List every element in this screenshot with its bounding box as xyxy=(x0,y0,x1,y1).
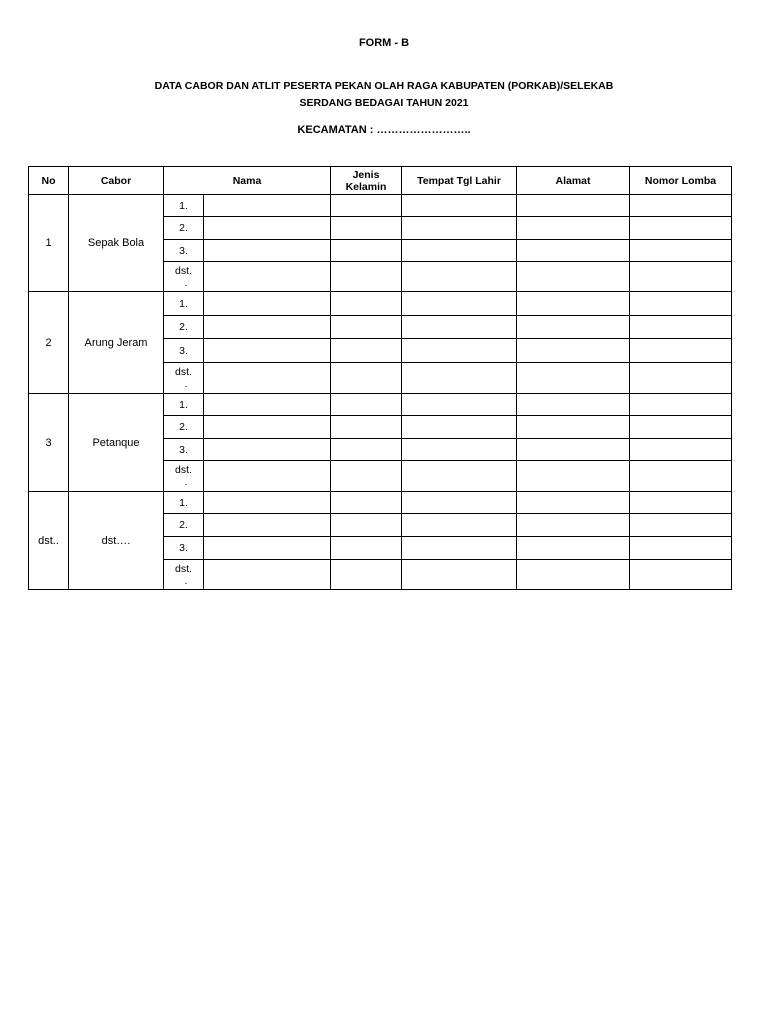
row-index xyxy=(164,363,204,394)
row-index: 1. xyxy=(164,394,204,416)
cell-tempat-tgl-lahir[interactable] xyxy=(402,240,517,262)
cell-nomor-lomba[interactable] xyxy=(630,339,732,363)
cell-nama[interactable] xyxy=(204,240,331,262)
cell-alamat[interactable] xyxy=(517,240,630,262)
cell-alamat[interactable] xyxy=(517,217,630,240)
col-header-jenis-kelamin xyxy=(331,167,402,195)
row-index xyxy=(164,560,204,590)
row-index: 2. xyxy=(164,316,204,339)
group-cabor: Petanque xyxy=(69,394,164,492)
cell-nomor-lomba[interactable] xyxy=(630,217,732,240)
group-number: dst.. xyxy=(29,492,69,590)
kecamatan-line: KECAMATAN : …………………….. xyxy=(297,124,471,136)
row-index: 3. xyxy=(164,439,204,461)
cell-tempat-tgl-lahir[interactable] xyxy=(402,560,517,590)
cell-alamat[interactable] xyxy=(517,537,630,560)
group-number: 1 xyxy=(29,195,69,292)
col-header-cabor: Cabor xyxy=(69,167,164,195)
col-header-jenis: Jenis xyxy=(352,168,380,181)
col-header-tempat-tgl-lahir: Tempat Tgl Lahir xyxy=(402,167,517,195)
col-header-kelamin: Kelamin xyxy=(345,180,387,193)
cell-alamat[interactable] xyxy=(517,439,630,461)
cell-jenis-kelamin[interactable] xyxy=(331,394,402,416)
title-line-2: SERDANG BEDAGAI TAHUN 2021 xyxy=(299,97,469,109)
cell-tempat-tgl-lahir[interactable] xyxy=(402,416,517,439)
cell-alamat[interactable] xyxy=(517,560,630,590)
cell-nama[interactable] xyxy=(204,394,331,416)
cell-nomor-lomba[interactable] xyxy=(630,363,732,394)
group-number: 2 xyxy=(29,292,69,394)
cell-tempat-tgl-lahir[interactable] xyxy=(402,195,517,217)
cell-jenis-kelamin[interactable] xyxy=(331,217,402,240)
group-cabor: Arung Jeram xyxy=(69,292,164,394)
cell-jenis-kelamin[interactable] xyxy=(331,492,402,514)
col-header-nomor-lomba: Nomor Lomba xyxy=(630,167,732,195)
table-row xyxy=(29,195,732,217)
table-body xyxy=(29,195,732,590)
cell-jenis-kelamin[interactable] xyxy=(331,363,402,394)
cell-alamat[interactable] xyxy=(517,316,630,339)
cell-alamat[interactable] xyxy=(517,195,630,217)
cell-jenis-kelamin[interactable] xyxy=(331,514,402,537)
row-index: 2. xyxy=(164,416,204,439)
cell-jenis-kelamin[interactable] xyxy=(331,537,402,560)
cell-jenis-kelamin[interactable] xyxy=(331,292,402,316)
group-number: 3 xyxy=(29,394,69,492)
row-index-dst: dst. xyxy=(175,366,192,378)
group-cabor: Sepak Bola xyxy=(69,195,164,292)
row-index-dst: dst. xyxy=(175,464,192,476)
athlete-table xyxy=(28,166,732,590)
row-index-dst-dot: . xyxy=(184,476,188,488)
cell-jenis-kelamin[interactable] xyxy=(331,416,402,439)
cell-jenis-kelamin[interactable] xyxy=(331,316,402,339)
cell-tempat-tgl-lahir[interactable] xyxy=(402,514,517,537)
cell-tempat-tgl-lahir[interactable] xyxy=(402,461,517,492)
cell-tempat-tgl-lahir[interactable] xyxy=(402,262,517,292)
row-index xyxy=(164,262,204,292)
cell-nama[interactable] xyxy=(204,461,331,492)
row-index xyxy=(164,461,204,492)
cell-alamat[interactable] xyxy=(517,292,630,316)
title-line-1: DATA CABOR DAN ATLIT PESERTA PEKAN OLAH RAGA KABUPATEN (PORKAB)/SELEKAB xyxy=(154,80,614,92)
cell-nomor-lomba[interactable] xyxy=(630,240,732,262)
cell-jenis-kelamin[interactable] xyxy=(331,262,402,292)
cell-nomor-lomba[interactable] xyxy=(630,394,732,416)
cell-nomor-lomba[interactable] xyxy=(630,514,732,537)
cell-tempat-tgl-lahir[interactable] xyxy=(402,394,517,416)
row-index: 3. xyxy=(164,537,204,560)
cell-jenis-kelamin[interactable] xyxy=(331,560,402,590)
cell-tempat-tgl-lahir[interactable] xyxy=(402,363,517,394)
cell-nama[interactable] xyxy=(204,416,331,439)
cell-nomor-lomba[interactable] xyxy=(630,537,732,560)
cell-tempat-tgl-lahir[interactable] xyxy=(402,439,517,461)
cell-alamat[interactable] xyxy=(517,514,630,537)
cell-nama[interactable] xyxy=(204,292,331,316)
row-index: 2. xyxy=(164,217,204,240)
cell-nama[interactable] xyxy=(204,262,331,292)
table-row xyxy=(29,394,732,416)
row-index: 3. xyxy=(164,240,204,262)
row-index-dst-dot: . xyxy=(184,378,188,390)
cell-nomor-lomba[interactable] xyxy=(630,416,732,439)
row-index-dst: dst. xyxy=(175,264,192,277)
row-index: 1. xyxy=(164,492,204,514)
cell-jenis-kelamin[interactable] xyxy=(331,461,402,492)
cell-tempat-tgl-lahir[interactable] xyxy=(402,217,517,240)
cell-nama[interactable] xyxy=(204,339,331,363)
cell-alamat[interactable] xyxy=(517,394,630,416)
cell-alamat[interactable] xyxy=(517,492,630,514)
col-header-alamat: Alamat xyxy=(517,167,630,195)
row-index-dst-dot: . xyxy=(184,574,188,587)
cell-jenis-kelamin[interactable] xyxy=(331,240,402,262)
cell-nama[interactable] xyxy=(204,316,331,339)
cell-tempat-tgl-lahir[interactable] xyxy=(402,537,517,560)
row-index-dst-dot: . xyxy=(184,276,188,289)
col-header-nama: Nama xyxy=(164,167,331,195)
cell-nama[interactable] xyxy=(204,560,331,590)
cell-nomor-lomba[interactable] xyxy=(630,560,732,590)
cell-nomor-lomba[interactable] xyxy=(630,292,732,316)
form-label: FORM - B xyxy=(358,37,410,49)
group-cabor: dst…. xyxy=(69,492,164,590)
cell-jenis-kelamin[interactable] xyxy=(331,439,402,461)
cell-alamat[interactable] xyxy=(517,416,630,439)
row-index: 2. xyxy=(164,514,204,537)
cell-nama[interactable] xyxy=(204,492,331,514)
cell-nomor-lomba[interactable] xyxy=(630,439,732,461)
cell-tempat-tgl-lahir[interactable] xyxy=(402,316,517,339)
cell-nomor-lomba[interactable] xyxy=(630,492,732,514)
table-row xyxy=(29,292,732,316)
cell-tempat-tgl-lahir[interactable] xyxy=(402,292,517,316)
row-index: 1. xyxy=(164,195,204,217)
cell-tempat-tgl-lahir[interactable] xyxy=(402,339,517,363)
table-row xyxy=(29,492,732,514)
cell-nama[interactable] xyxy=(204,439,331,461)
cell-nama[interactable] xyxy=(204,363,331,394)
row-index: 3. xyxy=(164,339,204,363)
cell-nama[interactable] xyxy=(204,195,331,217)
cell-nama[interactable] xyxy=(204,217,331,240)
cell-nama[interactable] xyxy=(204,514,331,537)
cell-jenis-kelamin[interactable] xyxy=(331,195,402,217)
cell-nama[interactable] xyxy=(204,537,331,560)
cell-nomor-lomba[interactable] xyxy=(630,195,732,217)
cell-alamat[interactable] xyxy=(517,262,630,292)
cell-nomor-lomba[interactable] xyxy=(630,461,732,492)
table-header-row xyxy=(29,167,732,195)
cell-nomor-lomba[interactable] xyxy=(630,262,732,292)
row-index: 1. xyxy=(164,292,204,316)
row-index-dst: dst. xyxy=(175,562,192,575)
cell-alamat[interactable] xyxy=(517,363,630,394)
col-header-no: No xyxy=(29,167,69,195)
cell-alamat[interactable] xyxy=(517,461,630,492)
cell-jenis-kelamin[interactable] xyxy=(331,339,402,363)
cell-alamat[interactable] xyxy=(517,339,630,363)
cell-nomor-lomba[interactable] xyxy=(630,316,732,339)
document-title xyxy=(0,78,768,112)
cell-tempat-tgl-lahir[interactable] xyxy=(402,492,517,514)
